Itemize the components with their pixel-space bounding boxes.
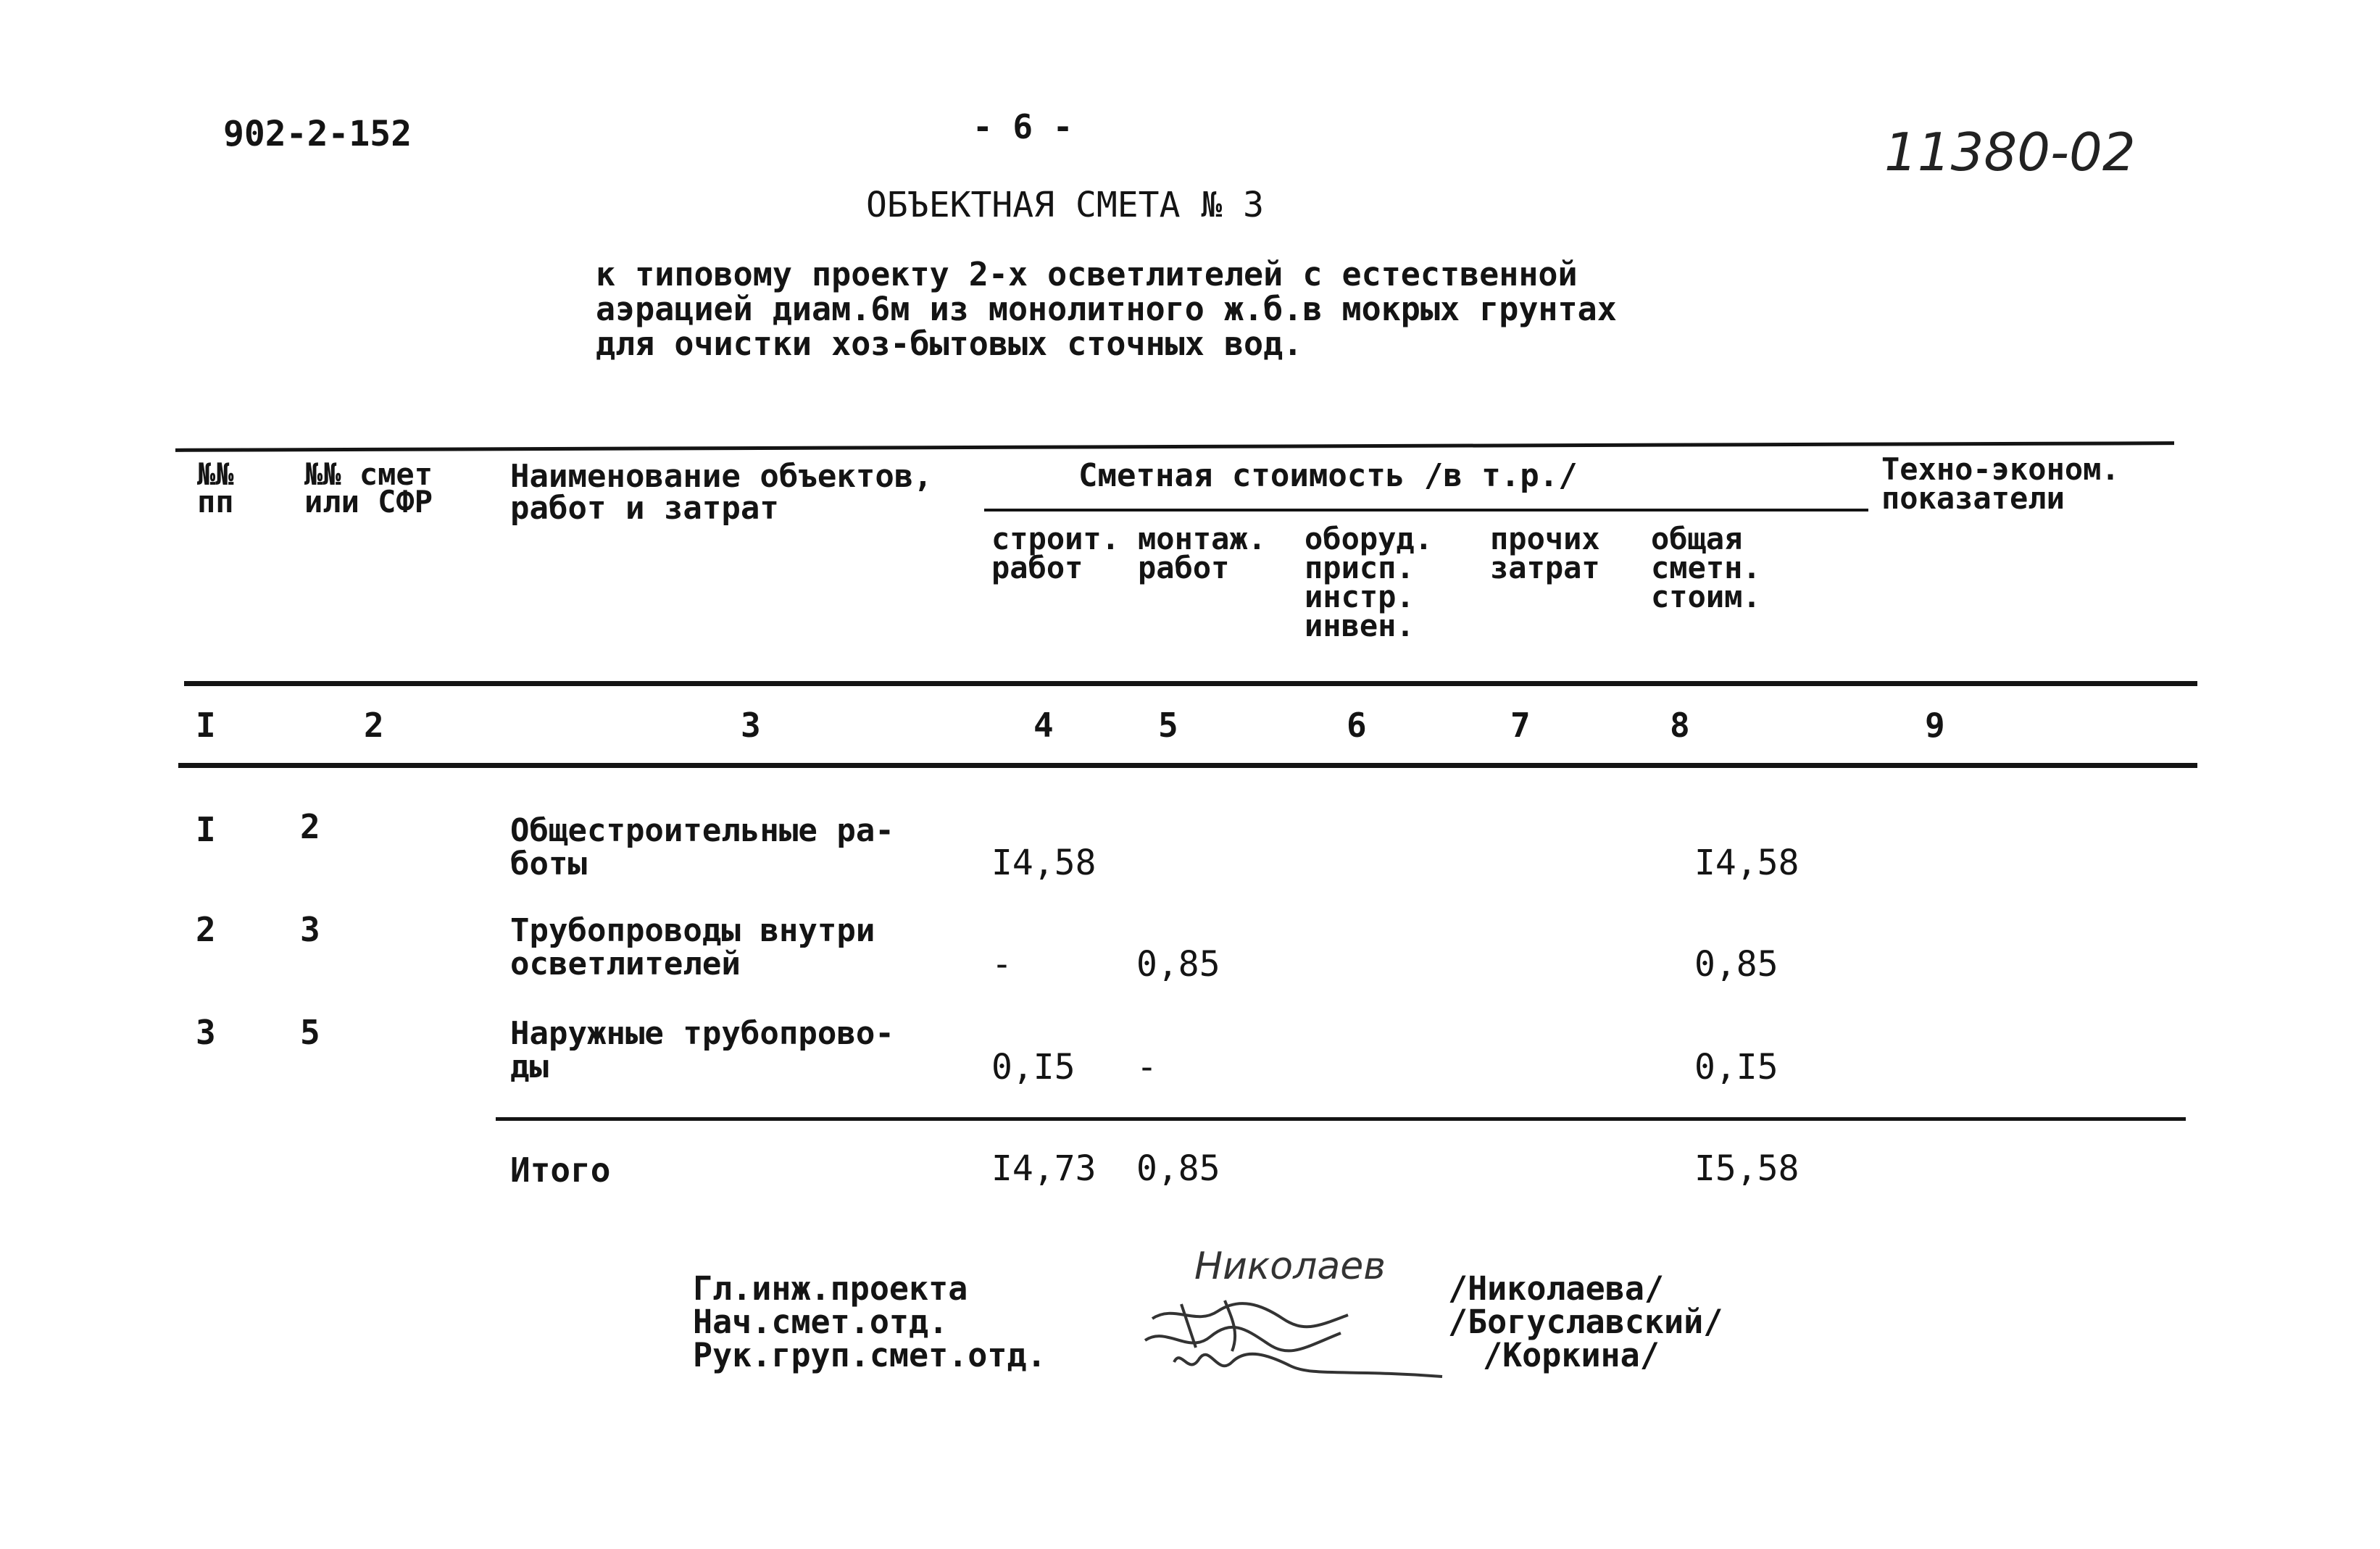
page-number: - 6 - [973,107,1073,146]
signature-stroke-2 [1145,1327,1341,1351]
column-number-7: 7 [1510,706,1531,745]
row-total-cost: I4,58 [1694,843,1799,883]
signature-role-head-estimates: Нач.смет.отд. [693,1303,949,1341]
signature-role-chief-engineer: Гл.инж.проекта [693,1269,968,1308]
col-header-total: общая сметн. стоим. [1651,521,1761,614]
column-numbers-rule [178,763,2197,768]
row-install-cost: - [1136,1047,1157,1087]
signature-name-boguslavsky: /Богуславский/ [1448,1303,1723,1341]
row-install-cost: 0,85 [1136,944,1220,985]
description-line-1: к типовому проекту 2-х осветлителей с естественной [596,255,1578,293]
total-install-cost: 0,85 [1136,1148,1220,1189]
page-title: ОБЪЕКТНАЯ СМЕТА № 3 [866,185,1265,225]
column-number-3: 3 [741,706,761,745]
column-number-4: 4 [1033,706,1054,745]
col-header-indicators: Техно-эконом. показатели [1881,451,2120,516]
row-build-cost: - [991,944,1012,985]
header-bottom-rule [184,681,2197,686]
row-total-cost: 0,I5 [1694,1047,1778,1087]
row-estimate: 3 [300,910,320,949]
row-number: 2 [196,910,216,949]
col-header-cost-group: Сметная стоимость /в т.р./ [1078,457,1578,494]
row-name: Трубопроводы внутри осветлителей [510,912,875,982]
table-top-rule [175,441,2174,452]
row-number: 3 [196,1013,216,1052]
signature-stroke-4 [1174,1354,1442,1377]
col-header-equipment: оборуд. присп. инстр. инвен. [1305,521,1434,643]
row-name: Общестроительные ра- боты [510,812,894,882]
row-build-cost: I4,58 [991,843,1097,883]
column-number-1: I [196,706,216,745]
row-build-cost: 0,I5 [991,1047,1075,1087]
col-header-install: монтаж. работ [1138,521,1267,585]
stamp-number: 11380-02 [1884,122,2136,183]
col-header-estimate: №№ смет или СФР [304,456,433,519]
row-estimate: 2 [300,807,320,846]
signature-role-group-lead: Рук.груп.смет.отд. [693,1336,1047,1374]
column-number-8: 8 [1670,706,1690,745]
column-number-6: 6 [1347,706,1367,745]
col-header-name: Наименование объектов, работ и затрат [510,458,933,527]
description-line-2: аэрацией диам.6м из монолитного ж.б.в мокрых грунтах [596,290,1617,328]
column-number-2: 2 [364,706,384,745]
col-header-other: прочих затрат [1490,521,1600,585]
row-number: I [196,810,216,849]
row-name: Наружные трубопрово- ды [510,1015,894,1085]
column-number-5: 5 [1158,706,1178,745]
col-header-build: строит. работ [991,521,1120,585]
total-cost: I5,58 [1694,1148,1799,1189]
signature-name-korkina: /Коркина/ [1483,1336,1660,1374]
row-total-cost: 0,85 [1694,944,1778,985]
signature-name-nikolaeva: /Николаева/ [1448,1269,1665,1308]
handwritten-signature-text: Николаев [1194,1245,1386,1288]
description-line-3: для очистки хоз-бытовых сточных вод. [596,325,1303,363]
total-rule [496,1117,2186,1121]
column-number-9: 9 [1925,706,1945,745]
total-build-cost: I4,73 [991,1148,1097,1189]
signature-scribbles [1131,1275,1464,1391]
document-code: 902-2-152 [223,114,412,154]
row-estimate: 5 [300,1013,320,1052]
total-label: Итого [510,1151,611,1190]
col-header-number: №№ пп [197,456,234,519]
cost-group-rule [984,509,1868,512]
